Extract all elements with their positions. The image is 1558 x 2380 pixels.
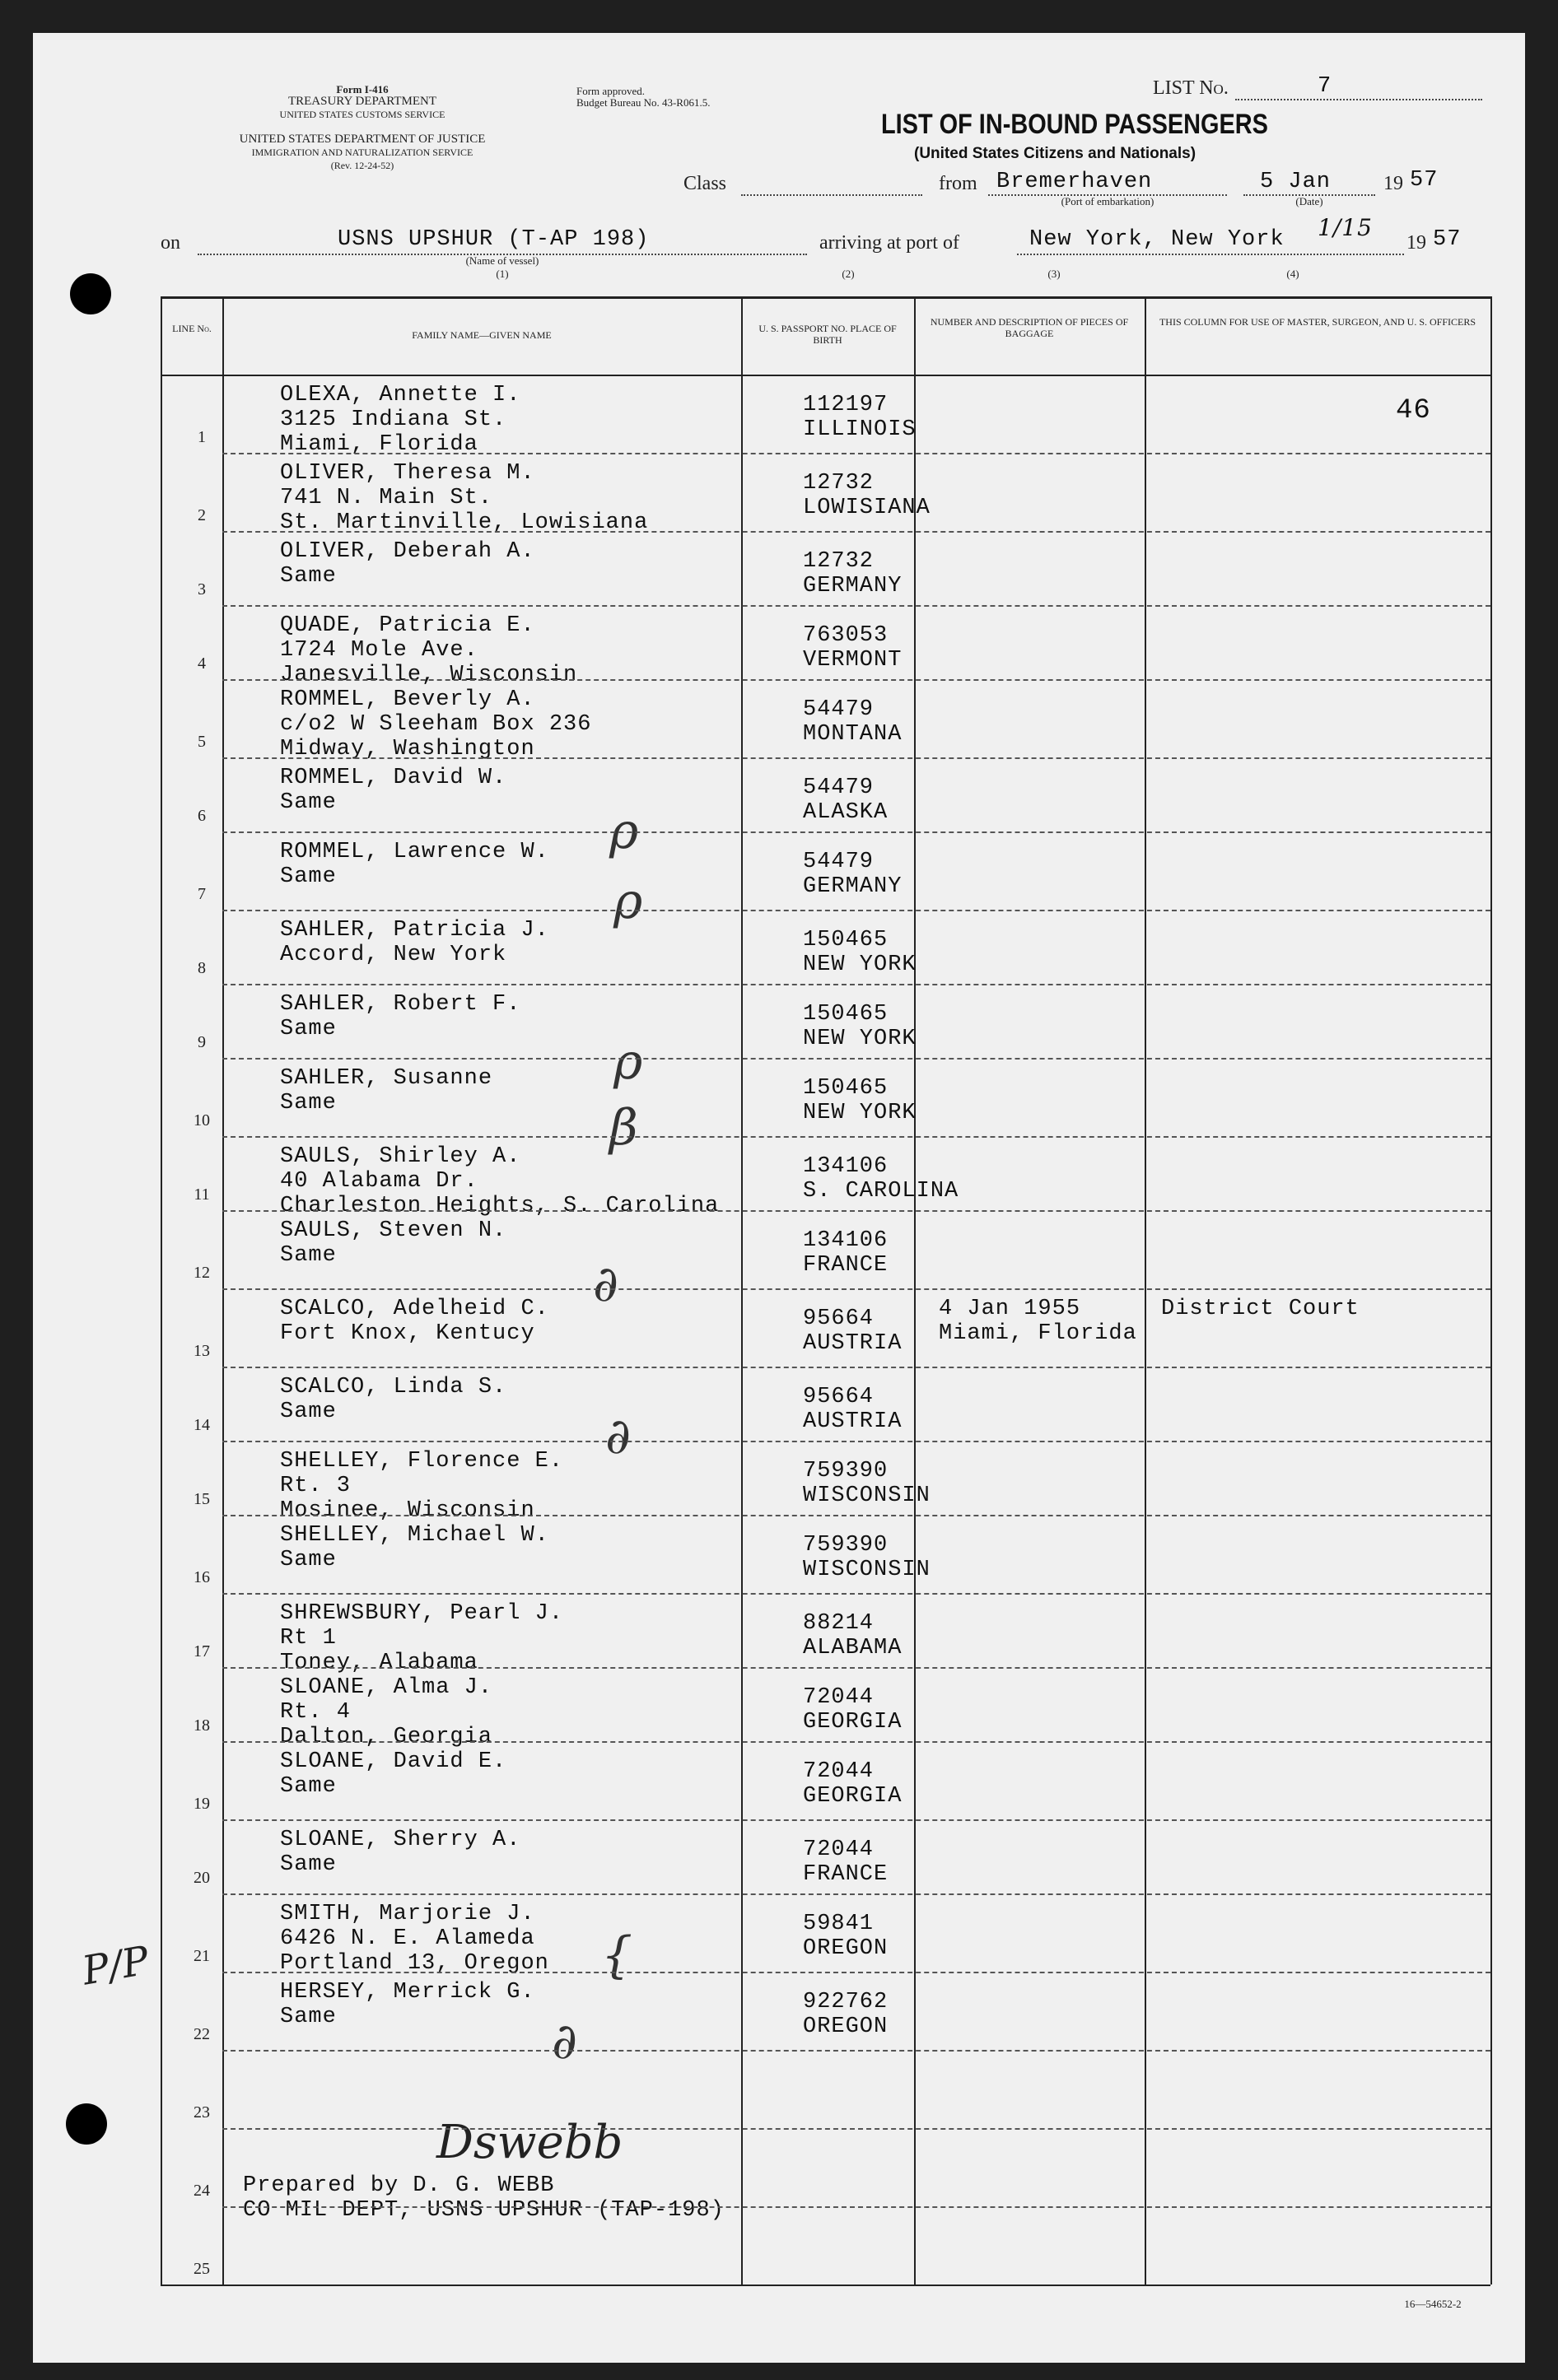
passenger-name: OLIVER, Theresa M. 741 N. Main St. St. Martinville, Lowisiana xyxy=(280,461,649,535)
passenger-name: SHREWSBURY, Pearl J. Rt 1 Toney, Alabama xyxy=(280,1601,564,1675)
punch-hole-top xyxy=(70,273,111,314)
line-number: 2 xyxy=(198,506,206,524)
line-number: 21 xyxy=(194,1947,210,1965)
passenger-name: SHELLEY, Michael W. Same xyxy=(280,1523,549,1572)
form-title: LIST OF IN-BOUND PASSENGERS xyxy=(881,109,1268,140)
passport-birthplace: 134106 S. CAROLINA xyxy=(803,1154,959,1204)
passenger-name: SCALCO, Adelheid C. Fort Knox, Kentucy xyxy=(280,1297,549,1346)
signature: Dswebb xyxy=(436,2116,623,2169)
row-separator xyxy=(222,1288,1490,1290)
line-number: 23 xyxy=(194,2103,210,2122)
passenger-name: ROMMEL, Lawrence W. Same xyxy=(280,840,549,889)
line-number: 15 xyxy=(194,1490,210,1508)
row-separator xyxy=(222,831,1490,833)
embark-date: 5 Jan xyxy=(1260,170,1332,194)
line-number: 22 xyxy=(194,2025,210,2043)
line-number: 1 xyxy=(198,428,206,446)
line-number: 9 xyxy=(198,1033,206,1051)
row-separator xyxy=(222,1136,1490,1138)
passenger-name: ROMMEL, David W. Same xyxy=(280,766,507,815)
line-number: 3 xyxy=(198,580,206,598)
header-name: FAMILY NAME—GIVEN NAME xyxy=(412,329,552,341)
justice-dept: UNITED STATES DEPARTMENT OF JUSTICE xyxy=(239,133,486,146)
passport-birthplace: 95664 AUSTRIA xyxy=(803,1385,903,1434)
passport-birthplace: 54479 GERMANY xyxy=(803,850,903,899)
annotation-46: 46 xyxy=(1396,395,1431,426)
year-prefix: 19 xyxy=(1383,173,1403,194)
line-number: 24 xyxy=(194,2182,210,2200)
line-number: 8 xyxy=(198,959,206,977)
passenger-name: SAHLER, Robert F. Same xyxy=(280,992,521,1041)
passport-birthplace: 150465 NEW YORK xyxy=(803,1002,917,1051)
passport-birthplace: 12732 LOWISIANA xyxy=(803,471,931,520)
passport-birthplace: 150465 NEW YORK xyxy=(803,928,917,977)
table-bottom-border xyxy=(161,2285,1490,2286)
vessel-name: USNS UPSHUR (T-AP 198) xyxy=(338,227,650,252)
list-no-label: LIST No. xyxy=(1153,77,1229,99)
line-number: 18 xyxy=(194,1716,210,1735)
passenger-name: SCALCO, Linda S. Same xyxy=(280,1375,507,1424)
form-subtitle: (United States Citizens and Nationals) xyxy=(914,145,1196,162)
passenger-name: SLOANE, David E. Same xyxy=(280,1749,507,1799)
line-number: 7 xyxy=(198,885,206,903)
passenger-name: SHELLEY, Florence E. Rt. 3 Mosinee, Wisconsin xyxy=(280,1449,564,1523)
row-separator xyxy=(222,1058,1490,1060)
table-right-border xyxy=(1490,296,1492,2285)
passport-birthplace: 763053 VERMONT xyxy=(803,623,903,673)
initial-mark-21: { xyxy=(601,1926,633,1984)
line-number: 4 xyxy=(198,654,206,673)
class-underline xyxy=(741,194,922,196)
row-separator xyxy=(222,2206,1490,2208)
list-no-underline xyxy=(1235,99,1482,100)
row-separator xyxy=(222,984,1490,985)
initial-mark-6: ρ xyxy=(609,803,639,860)
prepared-by: Prepared by D. G. WEBB CO MIL DEPT, USNS UPSHUR (TAP-198) xyxy=(243,2173,725,2223)
date-caption: (Date) xyxy=(1295,195,1323,207)
row-separator xyxy=(222,1667,1490,1669)
form-code: 16—54652-2 xyxy=(1404,2298,1462,2310)
year2-value: 57 xyxy=(1433,227,1462,252)
col-sep-baggage xyxy=(1145,296,1146,2285)
table-left-border xyxy=(161,296,162,2285)
row-separator xyxy=(222,1593,1490,1595)
vessel-caption: (Name of vessel) xyxy=(465,254,539,267)
table-header-border xyxy=(161,375,1490,376)
line-number: 13 xyxy=(194,1342,210,1360)
margin-note-pp: P/P xyxy=(78,1937,153,1995)
passenger-name: OLEXA, Annette I. 3125 Indiana St. Miami, Florida xyxy=(280,383,521,457)
line-number: 16 xyxy=(194,1568,210,1586)
initial-mark-12: ∂ xyxy=(593,1255,619,1313)
col-sep-lineno xyxy=(222,296,224,2285)
col-ref-2: (2) xyxy=(842,268,855,280)
passport-birthplace: 54479 ALASKA xyxy=(803,775,889,825)
passport-birthplace: 759390 WISCONSIN xyxy=(803,1533,931,1582)
baggage-description: 4 Jan 1955 Miami, Florida xyxy=(939,1297,1137,1346)
header-passport: U. S. PASSPORT NO. PLACE OF BIRTH xyxy=(758,323,897,346)
passport-birthplace: 12732 GERMANY xyxy=(803,549,903,598)
row-separator xyxy=(222,1972,1490,1973)
line-number: 6 xyxy=(198,807,206,825)
embark-caption: (Port of embarkation) xyxy=(1061,195,1155,207)
passenger-name: SAHLER, Susanne Same xyxy=(280,1066,493,1115)
officers-note: District Court xyxy=(1161,1297,1360,1321)
initial-mark-10: β xyxy=(609,1099,638,1157)
row-separator xyxy=(222,679,1490,681)
row-separator xyxy=(222,1515,1490,1516)
row-separator xyxy=(222,531,1490,533)
header-officers: THIS COLUMN FOR USE OF MASTER, SURGEON, AND U. S. OFFICERS xyxy=(1159,316,1476,328)
line-number: 10 xyxy=(194,1111,210,1129)
row-separator xyxy=(222,1819,1490,1821)
passenger-name: SAULS, Shirley A. 40 Alabama Dr. Charleston Heights, S. Carolina xyxy=(280,1144,720,1218)
on-label: on xyxy=(161,232,180,254)
arrival-date: 1/15 xyxy=(1318,214,1373,241)
col-ref-3: (3) xyxy=(1047,268,1061,280)
line-number: 12 xyxy=(194,1264,210,1282)
col-sep-name xyxy=(741,296,743,2285)
passenger-name: OLIVER, Deberah A. Same xyxy=(280,539,535,589)
class-label: Class xyxy=(683,173,727,194)
initial-mark-9: ρ xyxy=(613,1033,643,1091)
year2-prefix: 19 xyxy=(1406,232,1426,254)
passport-birthplace: 59841 OREGON xyxy=(803,1912,889,1961)
col-ref-1: (1) xyxy=(496,268,509,280)
row-separator xyxy=(222,1210,1490,1212)
row-separator xyxy=(222,1441,1490,1442)
row-separator xyxy=(222,757,1490,759)
header-line-no: LINE No. xyxy=(172,323,212,334)
punch-hole-bottom xyxy=(66,2103,107,2145)
passport-birthplace: 922762 OREGON xyxy=(803,1990,889,2039)
passport-birthplace: 72044 GEORGIA xyxy=(803,1685,903,1735)
passport-birthplace: 54479 MONTANA xyxy=(803,697,903,747)
passport-birthplace: 88214 ALABAMA xyxy=(803,1611,903,1660)
list-no-value: 7 xyxy=(1318,74,1332,99)
row-separator xyxy=(222,1367,1490,1368)
port-of-embarkation: Bremerhaven xyxy=(996,170,1153,194)
table-top-border xyxy=(161,296,1490,299)
passenger-name: SMITH, Marjorie J. 6426 N. E. Alameda Portland 13, Oregon xyxy=(280,1902,549,1976)
passenger-name: SLOANE, Alma J. Rt. 4 Dalton, Georgia xyxy=(280,1675,493,1749)
budget-bureau: Budget Bureau No. 43-R061.5. xyxy=(576,96,711,109)
initial-mark-14: ∂ xyxy=(605,1408,632,1465)
form-approved: Form approved. xyxy=(576,85,646,97)
initial-mark-22: ∂ xyxy=(552,2013,578,2070)
passport-birthplace: 759390 WISCONSIN xyxy=(803,1459,931,1508)
passenger-name: SAULS, Steven N. Same xyxy=(280,1218,507,1268)
form-number: Form I-416 xyxy=(336,83,389,95)
passport-birthplace: 112197 ILLINOIS xyxy=(803,393,917,442)
line-number: 11 xyxy=(194,1185,210,1204)
arrival-port: New York, New York xyxy=(1029,227,1285,252)
passenger-name: SAHLER, Patricia J. Accord, New York xyxy=(280,918,549,967)
col-ref-4: (4) xyxy=(1286,268,1299,280)
customs-service: UNITED STATES CUSTOMS SERVICE xyxy=(279,109,445,120)
passport-birthplace: 72044 FRANCE xyxy=(803,1837,889,1887)
row-separator xyxy=(222,605,1490,607)
row-separator xyxy=(222,1893,1490,1895)
col-sep-passport xyxy=(914,296,916,2285)
treasury-dept: TREASURY DEPARTMENT xyxy=(287,95,437,108)
passport-birthplace: 150465 NEW YORK xyxy=(803,1076,917,1125)
passenger-name: ROMMEL, Beverly A. c/o2 W Sleeham Box 236 Midway, Washington xyxy=(280,687,592,762)
arriving-label: arriving at port of xyxy=(819,232,959,254)
row-separator xyxy=(222,2050,1490,2052)
passport-birthplace: 72044 GEORGIA xyxy=(803,1759,903,1809)
year-value: 57 xyxy=(1410,168,1439,193)
header-baggage: NUMBER AND DESCRIPTION OF PIECES OF BAGGAGE xyxy=(930,316,1129,339)
line-number: 17 xyxy=(194,1642,210,1660)
passenger-name: SLOANE, Sherry A. Same xyxy=(280,1828,521,1877)
line-number: 20 xyxy=(194,1869,210,1887)
line-number: 19 xyxy=(194,1795,210,1813)
line-number: 25 xyxy=(194,2260,210,2278)
arrival-underline xyxy=(1017,254,1404,255)
line-number: 5 xyxy=(198,733,206,751)
initial-mark-7: ρ xyxy=(613,873,643,930)
passport-birthplace: 95664 AUSTRIA xyxy=(803,1306,903,1356)
passenger-name: HERSEY, Merrick G. Same xyxy=(280,1980,535,2029)
row-separator xyxy=(222,2128,1490,2130)
immigration-service: IMMIGRATION AND NATURALIZATION SERVICE xyxy=(251,147,473,158)
passenger-name: QUADE, Patricia E. 1724 Mole Ave. Janesville, Wisconsin xyxy=(280,613,578,687)
revision: (Rev. 12-24-52) xyxy=(330,160,394,171)
row-separator xyxy=(222,1741,1490,1743)
from-label: from xyxy=(939,173,977,194)
line-number: 14 xyxy=(194,1416,210,1434)
form-page xyxy=(33,33,1525,2363)
row-separator xyxy=(222,453,1490,454)
row-separator xyxy=(222,910,1490,911)
passport-birthplace: 134106 FRANCE xyxy=(803,1228,889,1278)
